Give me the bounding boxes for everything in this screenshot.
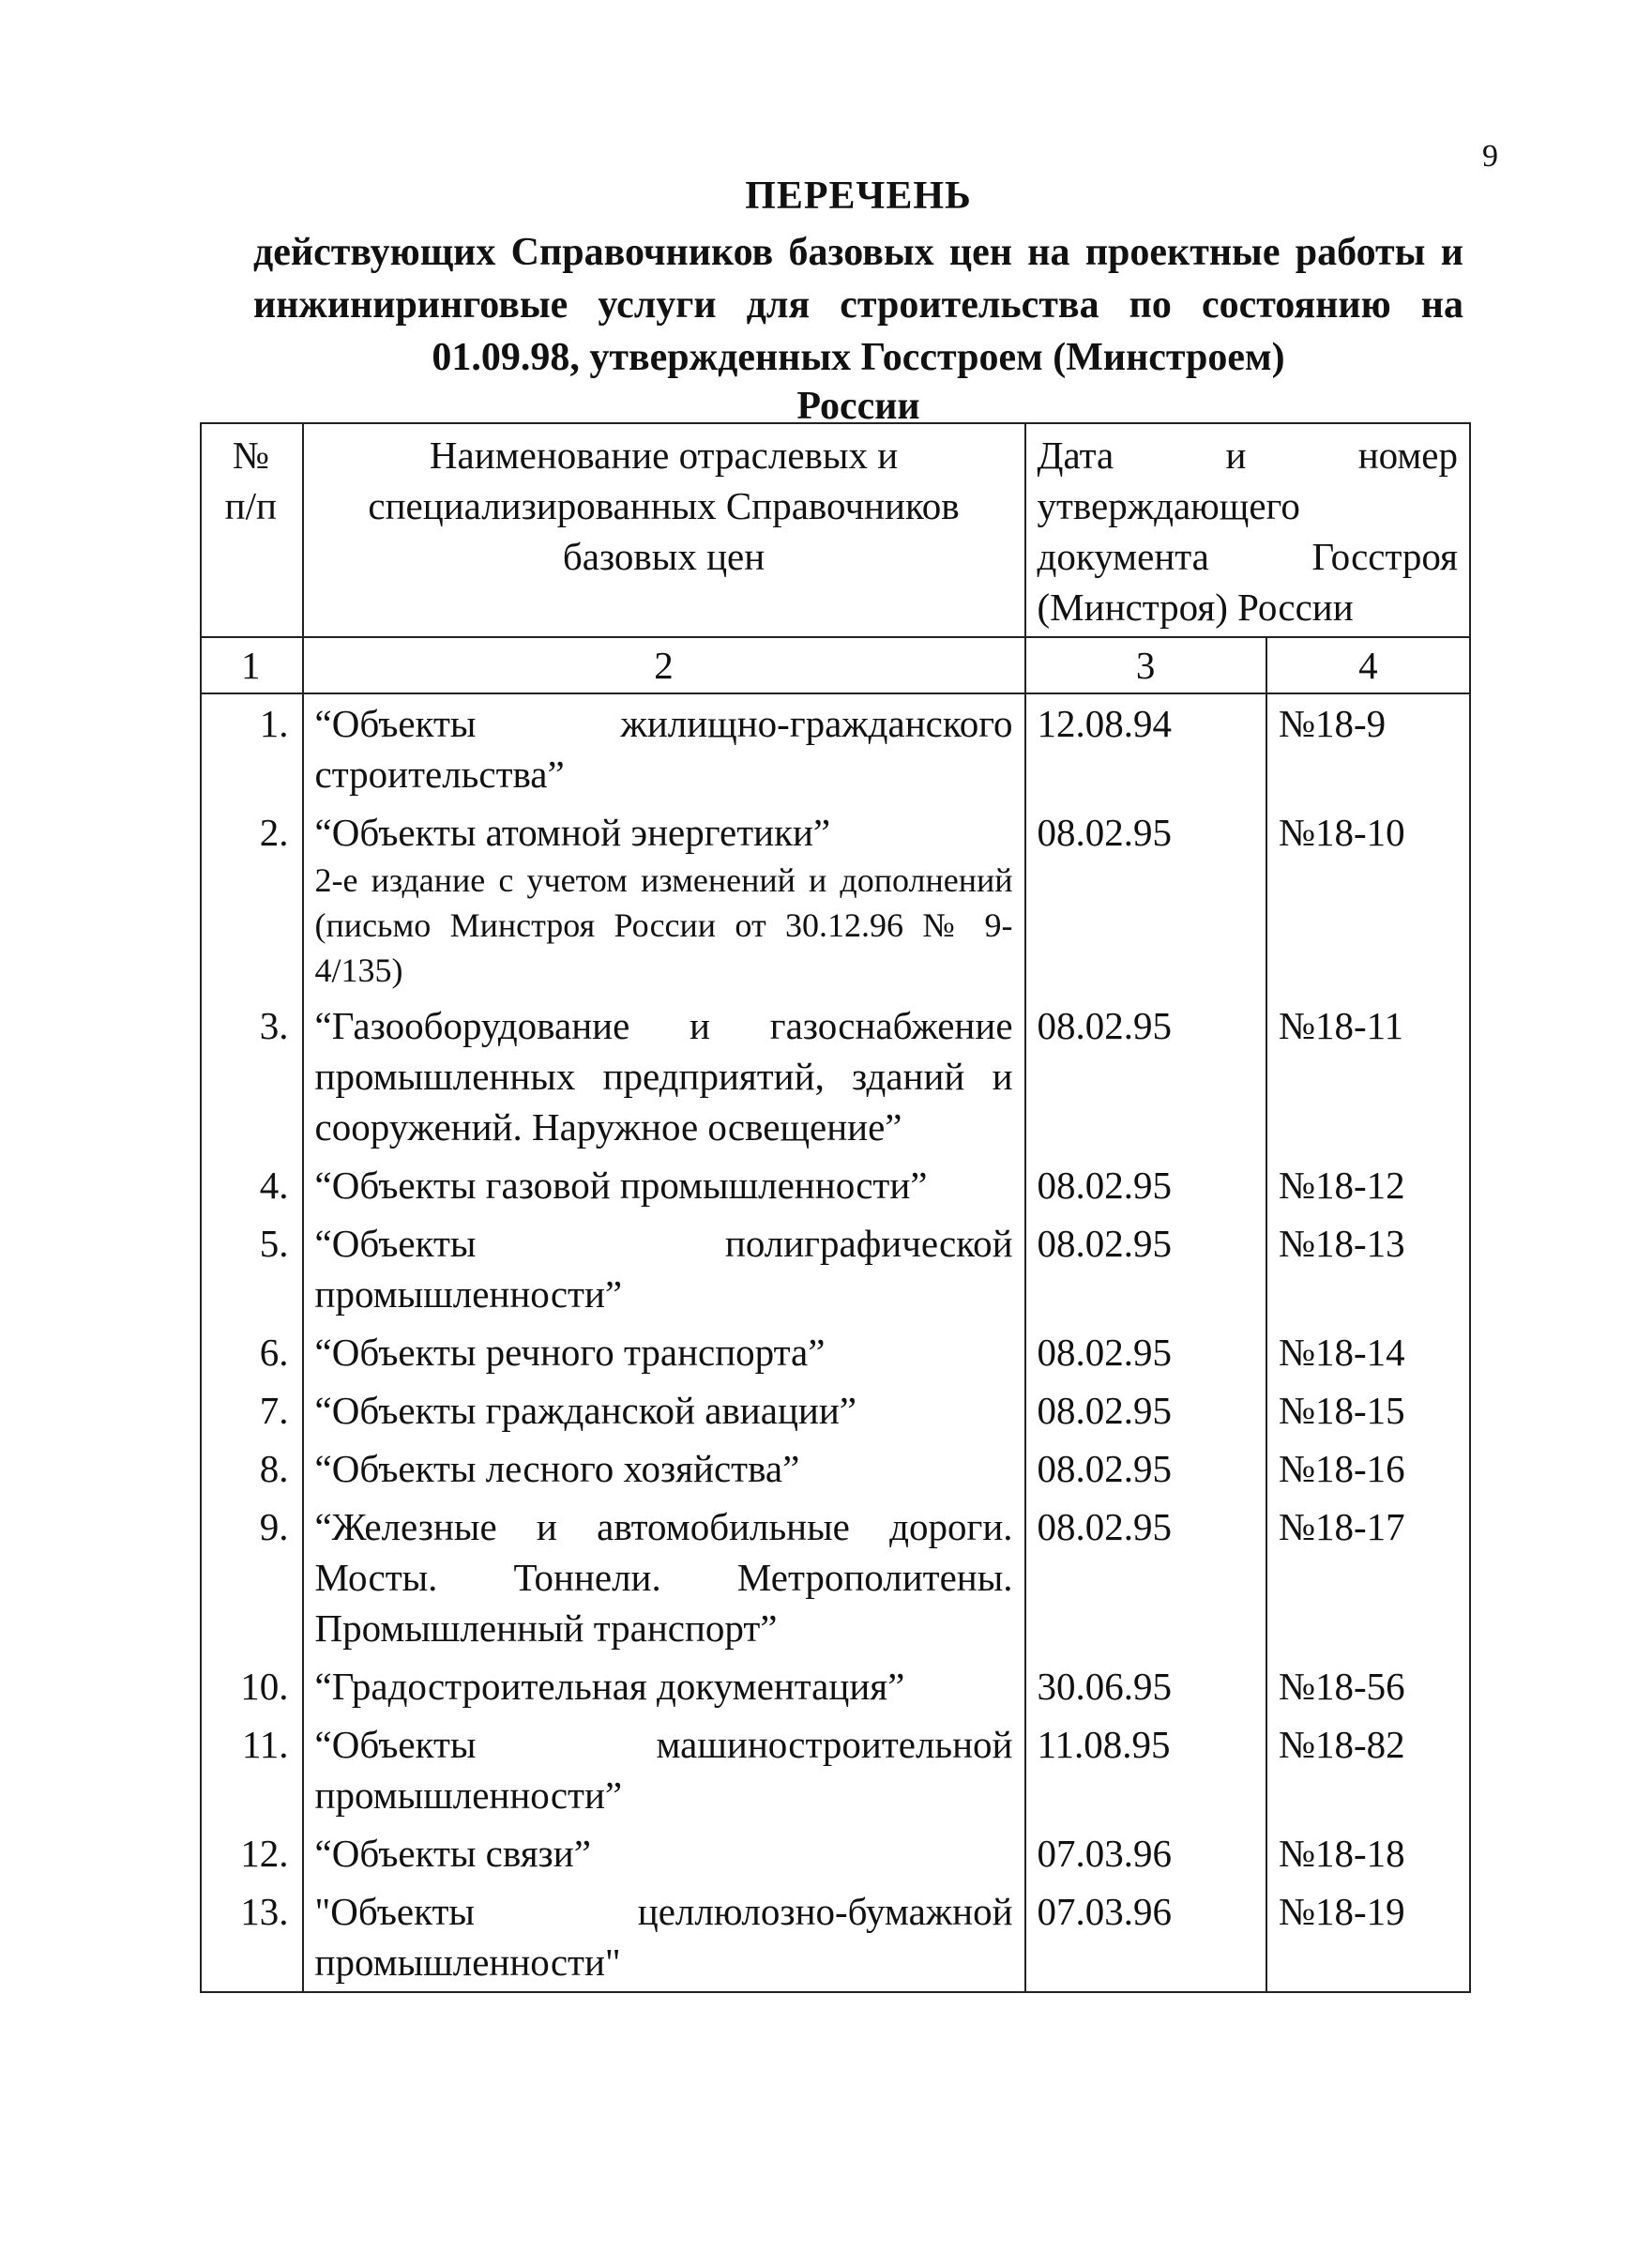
row-name: “Объекты полиграфической промышленности”: [314, 1222, 1013, 1316]
header-name: Наименование отраслевых и специализированных Справочников базовых цен: [303, 423, 1025, 637]
row-doc-number: №18-18: [1266, 1824, 1470, 1882]
document-title: [253, 174, 1463, 429]
column-number-row: [201, 637, 1470, 693]
table-row: [201, 1824, 1470, 1882]
table-body: [201, 693, 1470, 1992]
row-number: 3.: [201, 997, 303, 1156]
row-number: 9.: [201, 1498, 303, 1657]
row-name-cell: [303, 1323, 1025, 1381]
row-number: 2.: [201, 803, 303, 997]
row-name: “Градостроительная документация”: [314, 1665, 905, 1708]
row-doc-number: №18-19: [1266, 1882, 1470, 1992]
row-number: 4.: [201, 1156, 303, 1214]
row-date: 08.02.95: [1025, 1439, 1266, 1498]
row-name: "Объекты целлюлозно-бумажной промышленности": [314, 1890, 1013, 1984]
table-row: [201, 1498, 1470, 1657]
table-row: [201, 1156, 1470, 1214]
row-doc-number: №18-17: [1266, 1498, 1470, 1657]
row-date: 11.08.95: [1025, 1715, 1266, 1824]
table-row: [201, 1439, 1470, 1498]
row-name-cell: [303, 803, 1025, 997]
row-doc-number: №18-16: [1266, 1439, 1470, 1498]
row-name-cell: [303, 1156, 1025, 1214]
row-name-cell: [303, 1824, 1025, 1882]
row-doc-number: №18-14: [1266, 1323, 1470, 1381]
title-last-line: России: [796, 385, 920, 428]
row-doc-number: №18-13: [1266, 1214, 1470, 1323]
row-name: “Объекты речного транспорта”: [314, 1331, 826, 1374]
column-number: 2: [303, 637, 1025, 693]
table-row: [201, 1715, 1470, 1824]
column-number: 4: [1266, 637, 1470, 693]
row-date: 08.02.95: [1025, 997, 1266, 1156]
row-name-cell: [303, 1715, 1025, 1824]
row-name-cell: [303, 1439, 1025, 1498]
row-number: 10.: [201, 1657, 303, 1715]
row-note: 2-е издание с учетом изменений и дополнений (письмо Минстроя России от 30.12.96 № 9-4/135): [314, 861, 1013, 989]
row-name: “Объекты машиностроительной промышленности”: [314, 1723, 1013, 1817]
row-doc-number: №18-9: [1266, 693, 1470, 803]
row-date: 08.02.95: [1025, 1156, 1266, 1214]
row-doc-number: №18-15: [1266, 1381, 1470, 1439]
row-name-cell: [303, 1214, 1025, 1323]
row-doc-number: №18-10: [1266, 803, 1470, 997]
table-header-row: [201, 423, 1470, 637]
header-date-doc: Дата и номер утверждающего документа Госстроя (Минстроя) России: [1025, 423, 1470, 637]
row-number: 12.: [201, 1824, 303, 1882]
row-name-cell: [303, 1381, 1025, 1439]
row-date: 08.02.95: [1025, 803, 1266, 997]
column-number: 3: [1025, 637, 1266, 693]
row-name: “Объекты атомной энергетики”: [314, 811, 831, 854]
table-row: [201, 803, 1470, 997]
table-row: [201, 1323, 1470, 1381]
row-date: 08.02.95: [1025, 1498, 1266, 1657]
table-row: [201, 1882, 1470, 1992]
row-name: “Газооборудование и газоснабжение промышленных предприятий, зданий и сооружений. Наружное освещение”: [314, 1004, 1013, 1149]
row-date: 08.02.95: [1025, 1381, 1266, 1439]
table-row: [201, 997, 1470, 1156]
row-doc-number: №18-11: [1266, 997, 1470, 1156]
row-date: 07.03.96: [1025, 1882, 1266, 1992]
row-name-cell: [303, 693, 1025, 803]
row-name: “Объекты связи”: [314, 1832, 591, 1875]
row-number: 8.: [201, 1439, 303, 1498]
row-name-cell: [303, 1657, 1025, 1715]
page-number: 9: [1482, 139, 1498, 174]
row-doc-number: №18-12: [1266, 1156, 1470, 1214]
row-date: 07.03.96: [1025, 1824, 1266, 1882]
row-number: 7.: [201, 1381, 303, 1439]
row-name: “Объекты лесного хозяйства”: [314, 1447, 800, 1490]
row-number: 6.: [201, 1323, 303, 1381]
row-date: 08.02.95: [1025, 1214, 1266, 1323]
header-number: № п/п: [201, 423, 303, 637]
row-date: 30.06.95: [1025, 1657, 1266, 1715]
table-row: [201, 1214, 1470, 1323]
row-doc-number: №18-82: [1266, 1715, 1470, 1824]
row-name-cell: [303, 1882, 1025, 1992]
row-number: 13.: [201, 1882, 303, 1992]
row-name: “Объекты газовой промышленности”: [314, 1164, 928, 1207]
row-name-cell: [303, 1498, 1025, 1657]
title-subtitle: действующих Справочников базовых цен на проектные работы и инжиниринговые услуги для строительства по состоянию на 01.09.98, утвержденных Госстроем (Минстроем): [253, 231, 1463, 379]
row-number: 1.: [201, 693, 303, 803]
row-name: “Объекты жилищно-гражданского строительства”: [314, 702, 1013, 796]
title-main: ПЕРЕЧЕНЬ: [745, 175, 972, 218]
row-number: 11.: [201, 1715, 303, 1824]
row-name-cell: [303, 997, 1025, 1156]
row-name: “Объекты гражданской авиации”: [314, 1389, 856, 1432]
table-row: [201, 693, 1470, 803]
row-doc-number: №18-56: [1266, 1657, 1470, 1715]
row-name: “Железные и автомобильные дороги. Мосты. Тоннели. Метрополитены. Промышленный транспорт”: [314, 1505, 1013, 1650]
column-number: 1: [201, 637, 303, 693]
row-date: 12.08.94: [1025, 693, 1266, 803]
table-row: [201, 1657, 1470, 1715]
price-reference-table: [200, 422, 1471, 1993]
row-date: 08.02.95: [1025, 1323, 1266, 1381]
row-number: 5.: [201, 1214, 303, 1323]
table-row: [201, 1381, 1470, 1439]
